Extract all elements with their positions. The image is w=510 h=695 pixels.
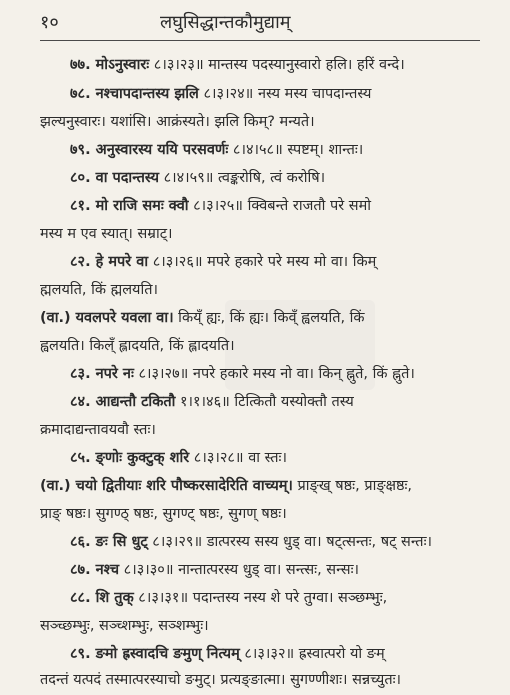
sutra-79: ७९. अनुस्वारस्य ययि परसवर्णः ८।४।५८॥ स्पष्टम्। शान्तः।	[70, 142, 364, 158]
sutra-87: ८७. नश्च ८।३।३०॥ नान्तात्परस्य धुड् वा। सन्त्सः, सन्सः।	[70, 562, 359, 578]
header-rule	[40, 40, 480, 41]
vartika-chayo-cont: प्राङ् षष्ठः। सुगण्ठ् षष्ठः, सुगण्ट् षष्ठः, सुगण् षष्ठः।	[40, 506, 287, 522]
vartika-yavalapare: (वा.) यवलपरे यवला वा। किय्ँ ह्यः, किं ह्यः। किव्ँ ह्वलयति, किं	[40, 310, 365, 326]
sutra-85: ८५. ङ्णोः कुक्टुक् शरि ८।३।२८॥ वा स्तः।	[70, 450, 287, 466]
running-title: लघुसिद्धान्तकौमुद्याम्	[160, 12, 291, 33]
sutra-81-cont: मस्य म एव स्यात्। सम्राट्।	[40, 226, 173, 242]
sutra-89-cont: तदन्तं यत्पदं तस्मात्परस्याचो ङमुट्। प्रत्यङ्ङात्मा। सुगण्णीशः। सन्नच्युतः।	[40, 672, 402, 688]
sutra-82-cont: ह्मलयति, किं ह्मलयति।	[40, 282, 158, 298]
vartika-yavalapare-cont: ह्वलयति। किल्ँ ह्लादयति, किं ह्लादयति।	[40, 338, 235, 354]
page-header	[40, 10, 480, 34]
sutra-78-cont: झल्यनुस्वारः। यशांसि। आक्रंस्यते। झलि किम्? मन्यते।	[40, 114, 315, 130]
sutra-84: ८४. आद्यन्तौ टकितौ १।१।४६॥ टित्कितौ यस्योक्तौ तस्य	[70, 394, 354, 410]
sutra-83: ८३. नपरे नः ८।३।२७॥ नपरे हकारे मस्य नो वा। किन् ह्नुते, किं ह्नुते।	[70, 366, 415, 382]
sutra-78: ७८. नश्चापदान्तस्य झलि ८।३।२४॥ नस्य मस्य चापदान्तस्य	[70, 86, 372, 102]
sutra-86: ८६. ङः सि धुट् ८।३।२९॥ डात्परस्य सस्य धुड् वा। षट्त्सन्तः, षट् सन्तः।	[70, 534, 432, 550]
sutra-81: ८१. मो राजि समः क्वौ ८।३।२५॥ क्विबन्ते राजतौ परे समो	[70, 198, 372, 214]
sutra-82: ८२. हे मपरे वा ८।३।२६॥ मपरे हकारे परे मस्य मो वा। किम्	[70, 254, 377, 270]
page-number: १०	[40, 12, 59, 33]
sutra-77: ७७. मोऽनुस्वारः ८।३।२३॥ मान्तस्य पदस्यानुस्वारो हलि। हरिं वन्दे।	[70, 57, 405, 73]
vartika-chayo: (वा.) चयो द्वितीयाः शरि पौष्करसादेरिति वाच्यम्। प्राङ्ख् षष्ठः, प्राङ्क्षष्ठः,	[40, 478, 413, 494]
sutra-88: ८८. शि तुक् ८।३।३१॥ पदान्तस्य नस्य शे परे तुग्वा। सञ्छम्भुः,	[70, 590, 388, 606]
sutra-84-cont: क्रमादाद्यन्तावयवौ स्तः।	[40, 422, 156, 438]
sutra-80: ८०. वा पदान्तस्य ८।४।५९॥ त्वङ्करोषि, त्वं करोषि।	[70, 170, 326, 186]
sutra-88-cont: सञ्च्छम्भुः, सञ्च्शम्भुः, सञ्शम्भुः।	[40, 618, 209, 634]
sutra-89: ८९. ङमो ह्रस्वादचि ङमुण् नित्यम् ८।३।३२॥ ह्रस्वात्परो यो ङम्	[70, 646, 385, 662]
